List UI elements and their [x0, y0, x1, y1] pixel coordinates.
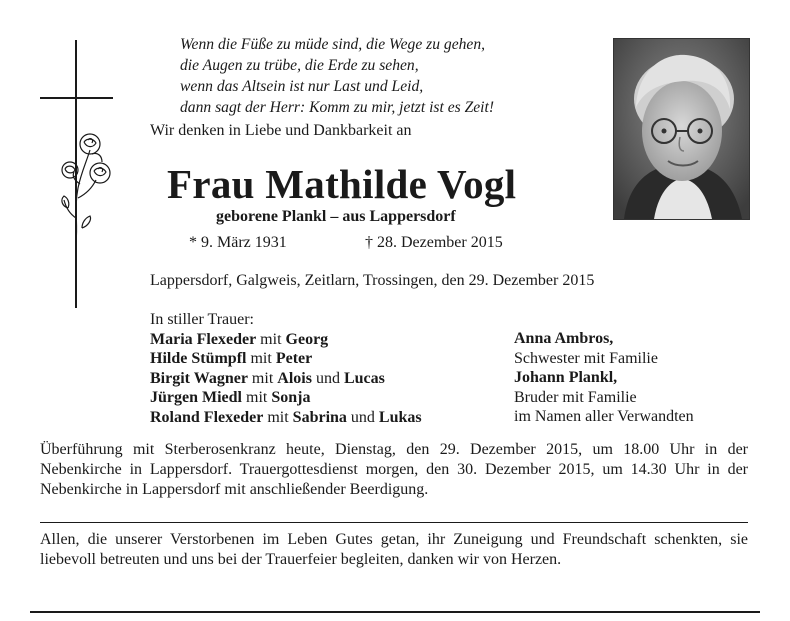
- mourner-name: Lucas: [343, 369, 385, 387]
- poem-line: die Augen zu trübe, die Erde zu sehen,: [180, 57, 419, 74]
- poem: [180, 34, 600, 118]
- portrait-photo: [613, 38, 750, 220]
- mourner-connector: und: [311, 369, 344, 387]
- mourner-right-line: [514, 329, 694, 349]
- cross-bar: [40, 97, 113, 99]
- divider: [40, 522, 748, 523]
- funeral-notice: Überführung mit Sterberosenkranz heute, Dienstag, den 29. Dezember 2015, um 18.00 Uhr in der Nebenkirche in Lappersdorf. Trauergottesdienst morgen, den 30. Dezember 2015, um 14.30 Uhr in der Nebenkirche in Lappersdorf mit anschließender Beerdigung.: [40, 441, 748, 498]
- poem-line: Wenn die Füße zu müde sind, die Wege zu gehen,: [180, 36, 486, 53]
- mourner-connector: mit: [247, 369, 278, 387]
- mourner-row: [150, 330, 422, 350]
- death-date: † 28. Dezember 2015: [365, 234, 503, 251]
- mourner-row: [150, 369, 422, 389]
- rose-branch-icon: [56, 128, 116, 246]
- mourner-connector: mit: [263, 408, 293, 426]
- mourner-row: [150, 388, 422, 408]
- mourner-name: Lukas: [378, 408, 422, 426]
- mourner-name: Hilde Stümpfl: [150, 350, 247, 367]
- mourner-right-line: [514, 368, 694, 388]
- mourners-left: [150, 310, 422, 427]
- mourner-name: Sabrina: [292, 408, 347, 426]
- birth-date: * 9. März 1931: [189, 234, 287, 251]
- mourners-heading: In stiller Trauer:: [150, 311, 254, 328]
- mourner-name: Roland Flexeder: [150, 408, 264, 426]
- mourner-connector: mit: [256, 330, 286, 348]
- mourner-name: Alois: [277, 369, 312, 387]
- mourner-connector: mit: [242, 389, 272, 406]
- mourner-name: Anna Ambros,: [514, 330, 614, 347]
- bottom-border: [30, 611, 760, 613]
- mourner-right-line: im Namen aller Verwandten: [514, 408, 694, 425]
- places-date: Lappersdorf, Galgweis, Zeitlarn, Trossingen, den 29. Dezember 2015: [150, 272, 595, 289]
- portrait-image: [614, 39, 749, 219]
- thanks-text: Allen, die unserer Verstorbenen im Leben Gutes getan, ihr Zuneigung und Freundschaft schenkten, sie liebevoll betreuten und uns bei der Trauerfeier begleiten, danken wir von Herzen.: [40, 531, 748, 568]
- mourner-row: [150, 408, 422, 428]
- mourner-right-line: Schwester mit Familie: [514, 349, 658, 367]
- mourners-right: [514, 329, 694, 427]
- mourner-connector: mit: [246, 350, 276, 367]
- intro-text: Wir denken in Liebe und Dankbarkeit an: [150, 122, 412, 139]
- mourner-connector: und: [346, 408, 379, 426]
- poem-line: dann sagt der Herr: Komm zu mir, jetzt ist es Zeit!: [180, 99, 495, 116]
- mourner-name: Jürgen Miedl: [150, 389, 242, 406]
- mourner-row: [150, 349, 422, 369]
- mourner-name: Maria Flexeder: [150, 330, 257, 348]
- mourner-name: Johann Plankl,: [514, 369, 618, 386]
- mourner-name: Peter: [275, 350, 313, 367]
- mourner-name: Birgit Wagner: [150, 369, 248, 387]
- deceased-name: Frau Mathilde Vogl: [167, 161, 517, 207]
- mourner-right-line: Bruder mit Familie: [514, 388, 637, 406]
- mourner-name: Sonja: [271, 389, 311, 406]
- maiden-name: geborene Plankl – aus Lappersdorf: [216, 208, 456, 225]
- mourner-name: Georg: [285, 330, 329, 348]
- poem-line: wenn das Altsein ist nur Last und Leid,: [180, 78, 424, 95]
